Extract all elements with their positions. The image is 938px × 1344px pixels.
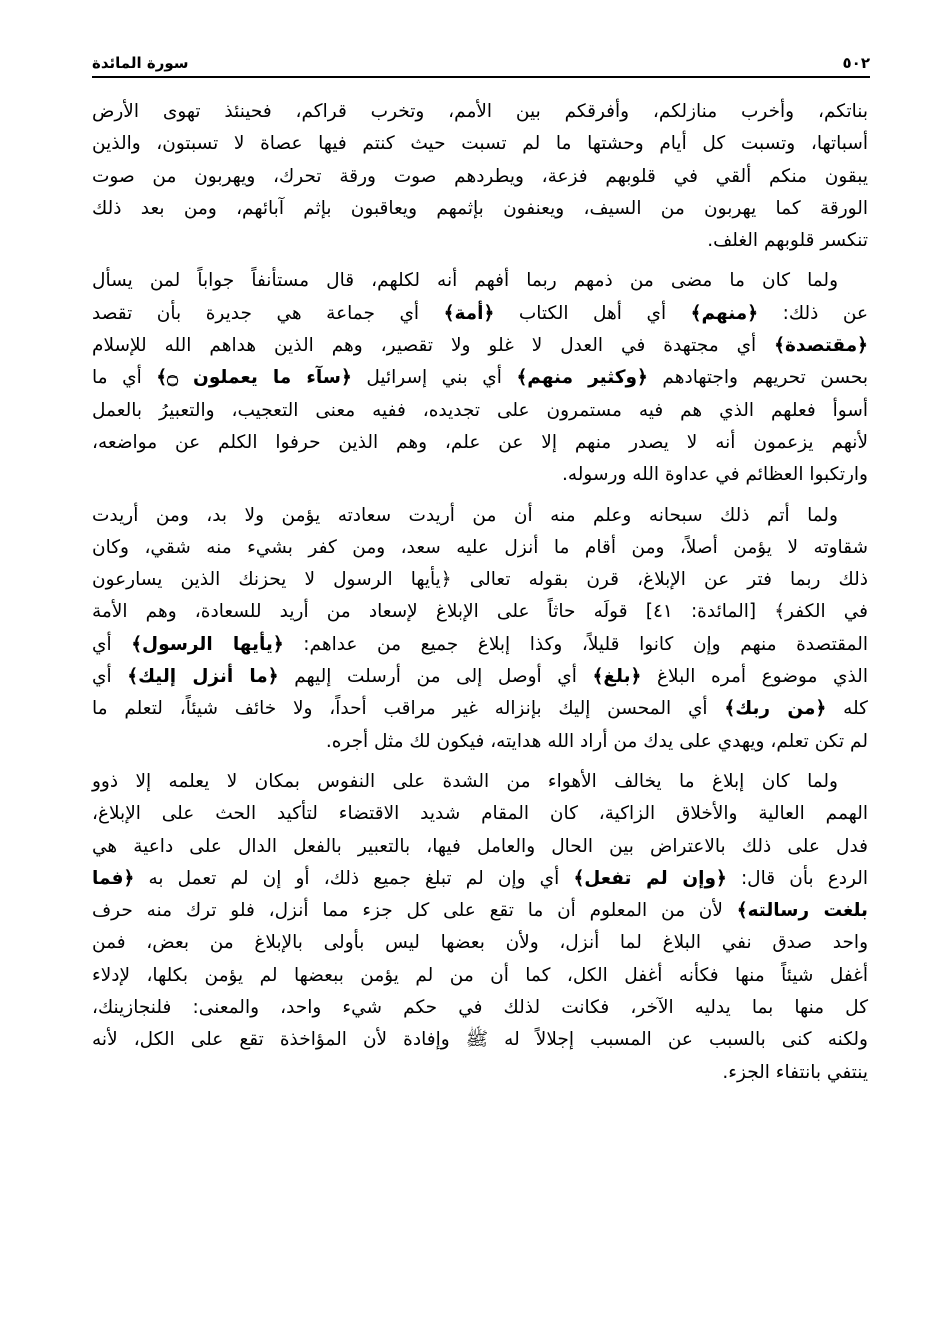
quran-quote: ﴿مقتصدة﴾ — [774, 335, 868, 357]
text-segment: أغفل شيئاً منها فكأنه أغفل الكل، كما أن من لم يؤمن ببعضها لم يؤمن بكلها، لإدلاء — [92, 964, 868, 986]
text-segment: المقتصدة منهم وإن كانوا قليلاً، وكذا إبلاغ جميع من عداهم: — [283, 633, 868, 655]
page-number: ٥٠٢ — [842, 54, 870, 72]
text-line — [92, 128, 868, 160]
text-segment: أي أوصل إلى من أرسلت إليهم — [278, 666, 593, 688]
text-line — [92, 193, 868, 225]
text-segment: الذي موضوع أمره البلاغ — [641, 666, 868, 688]
text-segment: لأنهم يزعمون أنه لا يصدر منهم إلا عن علم، وهم الذين حرفوا الكلم عن مواضعه، — [92, 431, 868, 453]
text-segment: أي بني إسرائيل — [351, 367, 517, 389]
quran-quote: ﴿فما — [92, 867, 135, 889]
text-line — [92, 1024, 868, 1056]
quran-quote: ﴿سآء ما يعملون ۝﴾ — [156, 367, 352, 389]
text-line — [92, 629, 868, 661]
text-line — [92, 500, 868, 532]
text-segment: ولكنه كنى بالسبب عن المسبب إجلالاً له ﷺ وإفادة لأن المؤاخذة تقع على الكل، لأنه — [92, 1029, 868, 1051]
text-line — [92, 726, 868, 758]
text-segment: أي المحسن إليك بإنزاله غير مراقب أحداً، ولا خائف شيئاً، لتعلم ما — [92, 698, 725, 720]
text-segment: شقاوته لا يؤمن أصلاً، ومن أقام ما أنزل عليه سعد، ومن كفر بشيء منه شقي، وكان — [92, 536, 868, 558]
text-segment: وارتكبوا العظائم في عداوة الله ورسوله. — [562, 464, 868, 486]
quran-quote: ﴿وإن لم تفعل﴾ — [573, 867, 727, 889]
text-line — [92, 1057, 868, 1089]
text-segment: تنكسر قلوبهم الغلف. — [707, 230, 868, 252]
text-segment: أي — [92, 666, 128, 688]
text-segment: أسوأ فعلهم الذي هم فيه مستمرون على تجديده، ففيه معنى التعجيب، والتعبيرُ بالعمل — [92, 399, 868, 421]
text-segment: ولما كان إبلاغ ما يخالف الأهواء من الشدة على النفوس بمكان لا يعلمه إلا ذوو — [92, 770, 838, 792]
text-line — [92, 661, 868, 693]
quran-quote: ﴿من ربك﴾ — [724, 698, 827, 720]
text-line — [92, 895, 868, 927]
text-line — [92, 395, 868, 427]
text-segment: عن ذلك: — [758, 302, 868, 324]
text-line — [92, 927, 868, 959]
page-header — [92, 50, 870, 78]
text-segment: كل منها بما يدليه الآخر، فكانت لذلك في حكم شيء واحد، والمعنى: فلنجازينك، — [92, 997, 868, 1019]
text-line — [92, 831, 868, 863]
text-segment: في الكفر﴾ [المائدة: ٤١] قولَه حاثاً على الإبلاغ لإسعاد من أريد للسعادة، وهم الأمة — [92, 601, 868, 623]
text-line — [92, 596, 868, 628]
text-line — [92, 330, 868, 362]
text-line — [92, 459, 868, 491]
text-segment: أسباتها، وتسبت كل أيام وحشتها ما لم تسبت حيث كنتم فيها عصاة لا تسبتون، والذين — [92, 133, 868, 155]
text-line — [92, 362, 868, 394]
text-segment: كله — [826, 698, 868, 720]
text-line — [92, 225, 868, 257]
text-segment: فدل على ذلك بالاعتراض بين الحال والعامل فيها، بالتعبير بالفعل الدال على داعية هي — [92, 835, 868, 857]
text-line — [92, 161, 868, 193]
text-line — [92, 693, 868, 725]
text-segment: أي ما — [92, 367, 157, 389]
paragraph — [92, 500, 868, 758]
text-segment: أي مجتهدة في العدل لا غلو ولا تقصير، وهم الذين هداهم الله للإسلام — [92, 335, 775, 357]
quran-quote: ﴿وكثير منهم﴾ — [516, 367, 648, 389]
text-segment: أي جماعة هي جديرة بأن تقصد — [92, 302, 444, 324]
text-line — [92, 766, 868, 798]
text-segment: لأن من المعلوم أن ما تقع على كل جزء مما أنزل، فلو ترك منه حرف — [92, 900, 737, 922]
text-segment: لم تكن تعلم، ويهدي على يدك من أراد الله هدايته، فيكون لك مثل أجره. — [325, 730, 868, 752]
paragraph — [92, 766, 868, 1089]
text-line — [92, 298, 868, 330]
paragraph — [92, 96, 868, 257]
text-line — [92, 863, 868, 895]
text-segment: ولما أتم ذلك سبحانه وعلم منه أن من أريدت سعادته يؤمن ولا بد، ومن أريدت — [92, 504, 838, 526]
text-segment: بحسن تحريهم واجتهادهم — [647, 367, 868, 389]
text-line — [92, 427, 868, 459]
page-body — [92, 96, 868, 1097]
text-segment: أي وإن لم تبلغ جميع ذلك، أو إن لم تعمل به — [134, 867, 574, 889]
paragraph — [92, 265, 868, 491]
text-segment: أي أهل الكتاب — [494, 302, 691, 324]
text-line — [92, 564, 868, 596]
text-line — [92, 960, 868, 992]
quran-quote: ﴿أمة﴾ — [443, 302, 495, 324]
quran-quote: ﴿يأيها الرسول﴾ — [131, 633, 284, 655]
text-segment: بناتكم، وأخرب منازلكم، وأفرقكم بين الأمم، وتخرب قراكم، فحينئذ تهوى الأرض — [92, 101, 868, 122]
quran-quote: ﴿منهم﴾ — [690, 302, 759, 324]
text-line — [92, 992, 868, 1024]
text-segment: ينتفي بانتفاء الجزء. — [722, 1061, 868, 1083]
text-line — [92, 265, 868, 297]
quran-quote: ﴿ما أنزل إليك﴾ — [127, 666, 279, 688]
quran-quote: بلغت رسالته﴾ — [736, 900, 868, 922]
text-segment: ولما كان ما مضى من ذمهم ربما أفهم أنه لكلهم، قال مستأنفاً جواباً لمن يسأل — [92, 270, 838, 292]
text-segment: الورقة كما يهربون من السيف، ويعنفون بإثمهم ويعاقبون بإثم آبائهم، ومن بعد ذلك — [92, 197, 868, 219]
text-line — [92, 96, 868, 128]
text-line — [92, 798, 868, 830]
quran-quote: ﴿بلغ﴾ — [592, 666, 642, 688]
surah-title: سورة المائدة — [92, 54, 189, 72]
text-segment: الردع بأن قال: — [726, 867, 868, 889]
text-line — [92, 532, 868, 564]
text-segment: واحد صدق نفي البلاغ لما أنزل، ولأن بعضها ليس بأولى بالإبلاغ من بعض، فمن — [92, 932, 868, 954]
text-segment: يبقون منكم ألقي في قلوبهم فزعة، ويطردهم صوت ورقة تحرك، ويهربون من صوت — [92, 165, 868, 187]
text-segment: ذلك ربما فتر عن الإبلاغ، قرن بقوله تعالى ﴿يأيها الرسول لا يحزنك الذين يسارعون — [92, 569, 868, 591]
text-segment: أي — [92, 633, 132, 655]
text-segment: الهمم العالية والأخلاق الزاكية، كان المقام شديد الاقتضاء لتأكيد الحث على الإبلاغ، — [92, 803, 868, 825]
